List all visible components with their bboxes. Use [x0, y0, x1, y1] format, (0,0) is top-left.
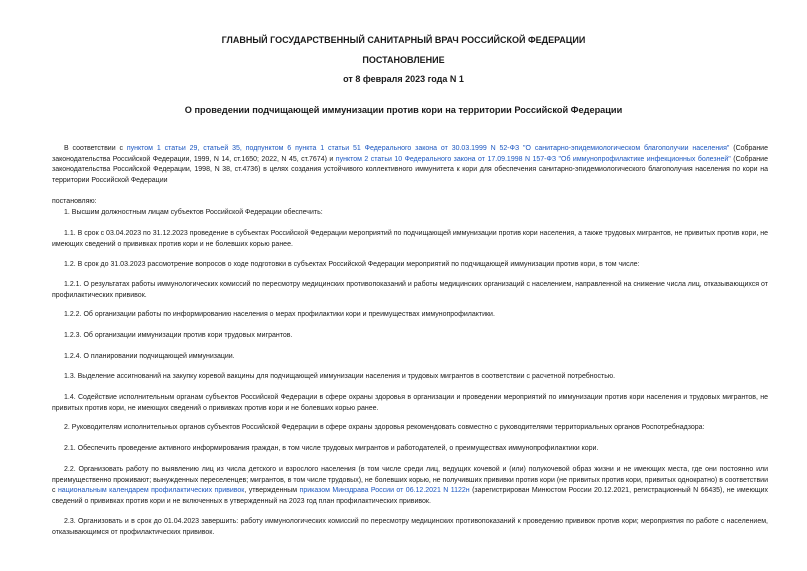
- paragraph-1-4: 1.4. Содействие исполнительным органам субъектов Российской Федерации в сфере охраны здоровья в организации и проведении мероприятий по иммунизации против кори населения и трудовых мигрантов, не привитых против кори, не имеющих сведений о прививках против кори и не болевших корью ранее.: [52, 394, 768, 412]
- paragraph-2-2-text-2: , утвержденным: [244, 487, 300, 494]
- resolves-line: постановляю:: [52, 198, 97, 205]
- document-title: О проведении подчищающей иммунизации против кори на территории Российской Федерации: [184, 105, 623, 115]
- law-52-fz-link[interactable]: пунктом 1 статьи 29, статьей 35, подпунктом 6 пункта 1 статьи 51 Федерального закона от 30.03.1999 N 52-ФЗ "О санитарно-эпидемиологическом благополучии населения": [126, 145, 730, 152]
- paragraph-2-2-text-1: 2.2. Организовать работу по выявлению лиц из числа детского и взрослого населения (в том числе среди лиц, ведущих кочевой и (или) полукочевой образ жизни и не имеющих места, где они постоянно или преимущественно проживают; вынужденных переселенцев; мигрантов, в том числе трудовых), не болевших корью, не получивших прививки против кори (не привитых против кори, привитых однократно) в соответствии с: [52, 466, 768, 494]
- paragraph-2-2: [52, 465, 768, 507]
- document-date-number: от 8 февраля 2023 года N 1: [343, 74, 464, 84]
- paragraph-1-2-3: 1.2.3. Об организации иммунизации против кори трудовых мигрантов.: [64, 332, 293, 339]
- vaccination-calendar-link[interactable]: национальным календарем профилактических прививок: [57, 487, 245, 494]
- paragraph-2-3: 2.3. Организовать и в срок до 01.04.2023 завершить: работу иммунологических комиссий по пересмотру медицинских противопоказаний к проведению прививок против кори; мероприятия по работе с населением, отказывающимся от профилактических прививок.: [52, 518, 768, 536]
- paragraph-2-2-text-3: (зарегистрирован Минюстом России 20.12.2021, регистрационный N 66435), не имеющих сведений о прививках против кори и не включенных в утвержденный на 2023 год план профилактических прививок.: [52, 487, 768, 505]
- paragraph-1-2-2: 1.2.2. Об организации работы по информированию населения о мерах профилактики кори и преимуществах иммунопрофилактики.: [64, 311, 495, 318]
- paragraph-1-2-1: 1.2.1. О результатах работы иммунологических комиссий по пересмотру медицинских противопоказаний и работы медицинских организаций с населением, направленной на снижение числа лиц, отказывающихся от профилактических прививок.: [52, 281, 768, 299]
- law-157-fz-link[interactable]: пунктом 2 статьи 10 Федерального закона от 17.09.1998 N 157-ФЗ "Об иммунопрофилактике инфекционных болезней": [335, 155, 731, 163]
- minzdrav-order-link[interactable]: приказом Минздрава России от 06.12.2021 N 1122н: [299, 487, 470, 494]
- paragraph-1-1: 1.1. В срок с 03.04.2023 по 31.12.2023 проведение в субъектах Российской Федерации мероприятий по подчищающей иммунизации против кори населения, а также трудовых мигрантов, не привитых против кори, не имеющих сведений о прививках против кори и не болевших корью ранее.: [52, 230, 768, 248]
- paragraph-1-2: 1.2. В срок до 31.03.2023 рассмотрение вопросов о ходе подготовки в субъектах Российской Федерации мероприятий по подчищающей иммунизации против кори, в том числе:: [64, 261, 640, 268]
- issuing-authority: ГЛАВНЫЙ ГОСУДАРСТВЕННЫЙ САНИТАРНЫЙ ВРАЧ РОССИЙСКОЙ ФЕДЕРАЦИИ: [221, 35, 586, 45]
- paragraph-2-1: 2.1. Обеспечить проведение активного информирования граждан, в том числе трудовых мигрантов и работодателей, о преимуществах иммунопрофилактики кори.: [64, 445, 599, 452]
- preamble-text-1: В соответствии с: [64, 145, 127, 152]
- paragraph-1-3: 1.3. Выделение ассигнований на закупку коревой вакцины для подчищающей иммунизации населения и трудовых мигрантов в соответствии с расчетной потребностью.: [64, 373, 616, 380]
- preamble-text-2: (Собрание законодательства Российской Федерации, 1999, N 14, ст.1650; 2022, N 45, ст.7674) и: [52, 145, 768, 163]
- document-type: ПОСТАНОВЛЕНИЕ: [362, 55, 445, 65]
- paragraph-2: 2. Руководителям исполнительных органов субъектов Российской Федерации в сфере охраны здоровья рекомендовать совместно с руководителями территориальных органов Роспотребнадзора:: [64, 424, 705, 431]
- preamble: [52, 144, 768, 186]
- paragraph-1: 1. Высшим должностным лицам субъектов Российской Федерации обеспечить:: [64, 209, 323, 216]
- paragraph-1-2-4: 1.2.4. О планировании подчищающей иммунизации.: [64, 353, 235, 360]
- preamble-text-3: (Собрание законодательства Российской Федерации, 1998, N 38, ст.4736) в целях создания устойчивого коллективного иммунитета к кори для обеспечения санитарно-эпидемиологического благополучия населения по кори на территории Российской Федерации: [52, 155, 768, 184]
